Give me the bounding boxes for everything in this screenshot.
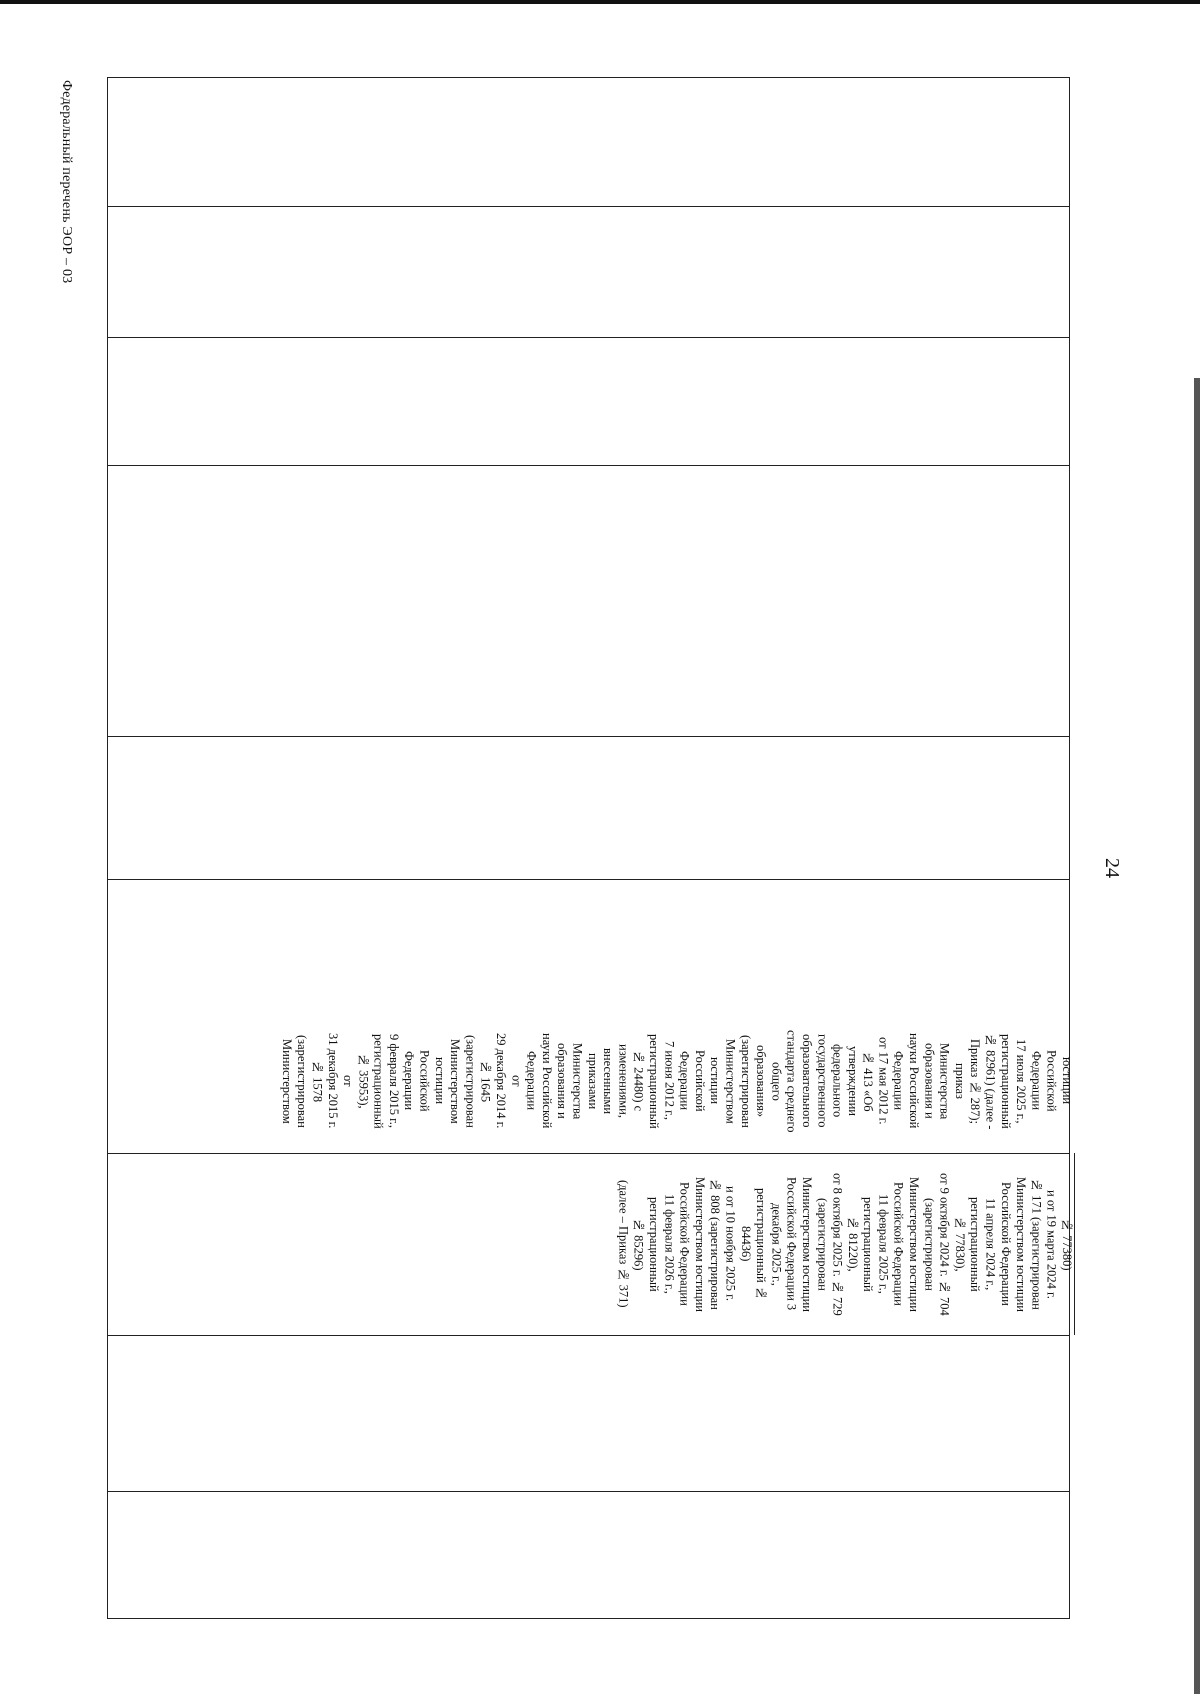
cell-text-line: регистрационный <box>371 1033 386 1129</box>
cell-text-line: изменениями, <box>616 1044 631 1118</box>
table-cell-legal-text <box>108 1155 1074 1333</box>
row-divider <box>107 1153 1070 1154</box>
cell-text-line: Российской Федерации <box>891 1182 906 1306</box>
cell-text-line: юстиции <box>1060 1057 1074 1105</box>
table-cell-legal-text <box>108 1010 1074 1152</box>
cell-text-line: Российской Федерации <box>677 1182 692 1306</box>
cell-text-line: № 24480) с <box>631 1050 646 1112</box>
cell-text-line: 9 февраля 2015 г., <box>386 1033 401 1129</box>
cell-text-line: образования и <box>555 1043 570 1119</box>
cell-text-line: 29 декабря 2014 г. <box>494 1033 509 1129</box>
cell-text-line: Российской <box>692 1050 707 1112</box>
cell-text-line: Министерством <box>279 1038 294 1124</box>
cell-text-line: (зарегистрирован <box>738 1034 753 1128</box>
scan-right-edge <box>1194 378 1200 1694</box>
cell-text-line: от 9 октября 2024 г. № 704 <box>937 1172 952 1316</box>
column-divider <box>1074 1153 1075 1335</box>
cell-text-line: и от 19 марта 2024 г. <box>1044 1189 1059 1299</box>
cell-text-line: от 17 мая 2012 г. <box>876 1037 891 1125</box>
cell-text-line: от <box>341 1075 356 1087</box>
cell-text-line: Министерством юстиции <box>1014 1176 1029 1312</box>
cell-lines <box>615 1155 1074 1333</box>
cell-text-line: № 81220), <box>845 1216 860 1272</box>
cell-text-line: юстиции <box>432 1057 447 1105</box>
cell-text-line: Российской <box>1044 1050 1059 1112</box>
cell-text-line: (далее – Приказ № 371) <box>616 1180 631 1308</box>
cell-text-line: 11 февраля 2026 г., <box>662 1194 677 1294</box>
cell-text-line: Министерства <box>937 1042 952 1120</box>
cell-text-line: Министерством <box>448 1038 463 1124</box>
cell-text-line: Министерством юстиции <box>692 1176 707 1312</box>
cell-text-line: регистрационный <box>968 1196 983 1292</box>
cell-text-line: № 77830), <box>952 1216 967 1272</box>
cell-text-line: и от 10 ноября 2025 г. <box>723 1186 738 1302</box>
cell-text-line: науки Российской <box>539 1033 554 1129</box>
document-side-label: Федеральный перечень ЭОР – 03 <box>59 80 74 284</box>
row-divider <box>107 736 1070 737</box>
cell-text-line: № 1578 <box>310 1059 325 1103</box>
cell-text-line: № 1645 <box>478 1059 493 1103</box>
cell-text-line: юстиции <box>708 1057 723 1105</box>
cell-text-line: общего <box>769 1061 784 1101</box>
cell-text-line: (зарегистрирован <box>463 1034 478 1128</box>
cell-text-line: от <box>509 1075 524 1087</box>
cell-text-line: Приказ № 287); <box>968 1038 983 1124</box>
cell-text-line: (зарегистрирован <box>295 1034 310 1128</box>
row-divider <box>107 879 1070 880</box>
cell-text-line: утверждении <box>845 1046 860 1116</box>
cell-text-line: 7 июня 2012 г., <box>662 1041 677 1121</box>
row-divider <box>107 206 1070 207</box>
scan-top-edge <box>0 0 1200 4</box>
cell-text-line: регистрационный <box>861 1196 876 1292</box>
cell-text-line: Федерации <box>677 1051 692 1111</box>
cell-text-line: декабря 2025 г., <box>769 1202 784 1286</box>
cell-text-line: № 35953), <box>356 1053 371 1109</box>
cell-text-line: 11 февраля 2025 г., <box>876 1194 891 1294</box>
cell-text-line: от 8 октября 2025 г. № 729 <box>830 1172 845 1316</box>
cell-text-line: государственного <box>815 1034 830 1128</box>
cell-text-line: Российской <box>417 1050 432 1112</box>
cell-text-line: № 171 (зарегистрирован <box>1029 1178 1044 1310</box>
cell-text-line: науки Российской <box>907 1033 922 1129</box>
cell-text-line: 17 июля 2025 г., <box>1014 1038 1029 1124</box>
cell-text-line: внесенными <box>601 1047 616 1115</box>
cell-text-line: Федерации <box>524 1051 539 1111</box>
cell-text-line: Федерации <box>1029 1051 1044 1111</box>
cell-text-line: № 808 (зарегистрирован <box>708 1178 723 1310</box>
cell-text-line: 84436) <box>738 1226 753 1262</box>
cell-text-line: Министерством <box>723 1038 738 1124</box>
cell-text-line: образовательного <box>799 1034 814 1128</box>
row-divider <box>107 1335 1070 1336</box>
cell-text-line: Министерства <box>570 1042 585 1120</box>
cell-text-line: федерального <box>830 1044 845 1118</box>
cell-text-line: приказами <box>585 1052 600 1110</box>
cell-text-line: Федерации <box>891 1051 906 1111</box>
cell-text-line: Министерством юстиции <box>799 1176 814 1312</box>
cell-lines <box>279 1010 1074 1152</box>
cell-text-line: Министерством юстиции <box>907 1176 922 1312</box>
table-frame <box>107 77 1070 1619</box>
cell-text-line: Российской Федерации <box>998 1182 1013 1306</box>
cell-text-line: стандарта среднего <box>784 1029 799 1133</box>
cell-text-line: регистрационный № <box>754 1188 769 1300</box>
cell-text-line: образования» <box>754 1044 769 1118</box>
cell-text-line: образования и <box>922 1043 937 1119</box>
cell-text-line: Российской Федерации 3 <box>784 1177 799 1311</box>
cell-text-line: 31 декабря 2015 г. <box>325 1033 340 1129</box>
cell-text-line: № 85296) <box>631 1217 646 1271</box>
cell-text-line: регистрационный <box>998 1033 1013 1129</box>
row-divider <box>107 337 1070 338</box>
row-divider <box>107 1491 1070 1492</box>
cell-text-line: регистрационный <box>646 1196 661 1292</box>
page-number: 24 <box>1101 858 1123 878</box>
cell-text-line: № 413 «Об <box>861 1050 876 1112</box>
cell-text-line: регистрационный <box>646 1033 661 1129</box>
cell-text-line: Федерации <box>402 1051 417 1111</box>
cell-text-line: (зарегистрирован <box>922 1197 937 1291</box>
cell-text-line: 11 апреля 2024 г., <box>983 1197 998 1291</box>
cell-text-line: № 82961) (далее - <box>983 1032 998 1130</box>
cell-text-line: № 77380) <box>1060 1217 1074 1271</box>
cell-text-line: (зарегистрирован <box>815 1197 830 1291</box>
row-divider <box>107 465 1070 466</box>
cell-text-line: приказ <box>952 1063 967 1099</box>
